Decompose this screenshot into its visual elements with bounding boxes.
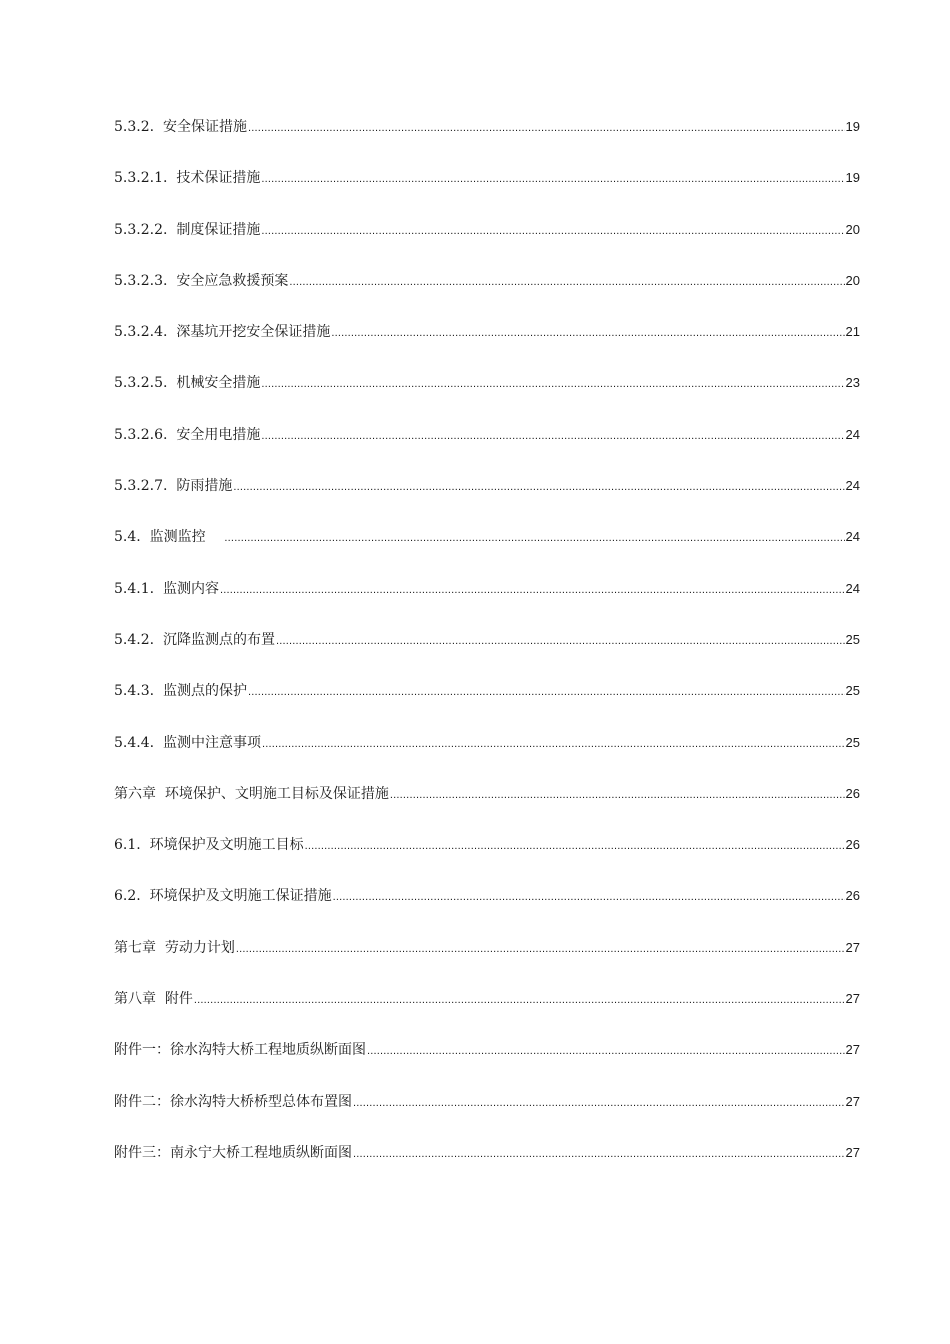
toc-dot-leader: [333, 888, 845, 906]
toc-entry-label: 5.3.2.2. 制度保证措施: [114, 221, 261, 238]
toc-page-number: 27: [845, 939, 860, 955]
toc-entry-label: 附件二：徐水沟特大桥桥型总体布置图: [114, 1093, 352, 1110]
toc-entry-label: 5.4.3. 监测点的保护: [114, 683, 247, 700]
toc-entry-label: 6.1. 环境保护及文明施工目标: [114, 837, 304, 854]
toc-page-number: 27: [845, 1042, 860, 1058]
toc-dot-leader: [331, 324, 844, 342]
toc-page-number: 24: [845, 580, 860, 596]
toc-entry-5-3-2[interactable]: [114, 118, 860, 169]
toc-entry-5-3-2-7[interactable]: [114, 477, 860, 528]
toc-dot-leader: [261, 170, 844, 188]
toc-page-number: 19: [845, 170, 860, 186]
toc-dot-leader: [248, 683, 845, 701]
toc-dot-leader: [261, 375, 844, 393]
toc-entry-label: 5.3.2.5. 机械安全措施: [114, 375, 261, 392]
toc-entry-label: 第六章 环境保护、文明施工目标及保证措施: [114, 785, 389, 802]
toc-dot-leader: [276, 632, 845, 650]
toc-dot-leader: [194, 991, 845, 1009]
toc-entry-label: 5.4. 监测监控: [114, 529, 224, 546]
toc-entry-label: 5.4.1. 监测内容: [114, 580, 219, 597]
table-of-contents: [114, 118, 860, 1195]
toc-entry-label: 附件三：南永宁大桥工程地质纵断面图: [114, 1144, 352, 1161]
toc-dot-leader: [261, 222, 844, 240]
toc-entry-6-1[interactable]: [114, 836, 860, 887]
toc-entry-5-3-2-5[interactable]: [114, 374, 860, 425]
toc-entry-appendix-1[interactable]: [114, 1041, 860, 1092]
toc-dot-leader: [390, 786, 845, 804]
toc-dot-leader: [236, 940, 845, 958]
toc-entry-5-3-2-3[interactable]: [114, 272, 860, 323]
toc-dot-leader: [353, 1145, 845, 1163]
toc-page-number: 27: [845, 991, 860, 1007]
toc-page-number: 26: [845, 888, 860, 904]
toc-entry-5-4-3[interactable]: [114, 682, 860, 733]
toc-dot-leader: [224, 529, 844, 547]
toc-dot-leader: [220, 581, 845, 599]
toc-entry-6-2[interactable]: [114, 887, 860, 938]
toc-dot-leader: [262, 735, 845, 753]
toc-page-number: 26: [845, 837, 860, 853]
toc-page-number: 26: [845, 785, 860, 801]
toc-entry-chapter-7[interactable]: [114, 939, 860, 990]
toc-entry-label: 第七章 劳动力计划: [114, 939, 235, 956]
toc-entry-appendix-3[interactable]: [114, 1144, 860, 1195]
toc-dot-leader: [248, 119, 845, 137]
toc-page-number: 24: [845, 426, 860, 442]
toc-dot-leader: [261, 427, 844, 445]
toc-page-number: 20: [845, 221, 860, 237]
toc-page-number: 27: [845, 1144, 860, 1160]
toc-entry-5-4-4[interactable]: [114, 734, 860, 785]
toc-entry-label: 5.3.2.1. 技术保证措施: [114, 170, 261, 187]
toc-page-number: 23: [845, 375, 860, 391]
toc-dot-leader: [233, 478, 844, 496]
toc-page-number: 27: [845, 1093, 860, 1109]
toc-dot-leader: [305, 837, 845, 855]
toc-entry-label: 5.4.2. 沉降监测点的布置: [114, 631, 275, 648]
toc-page-number: 25: [845, 631, 860, 647]
toc-dot-leader: [353, 1094, 845, 1112]
toc-entry-appendix-2[interactable]: [114, 1093, 860, 1144]
toc-entry-5-3-2-4[interactable]: [114, 323, 860, 374]
toc-entry-5-4-1[interactable]: [114, 580, 860, 631]
toc-dot-leader: [289, 273, 844, 291]
toc-entry-chapter-8[interactable]: [114, 990, 860, 1041]
toc-entry-label: 6.2. 环境保护及文明施工保证措施: [114, 888, 332, 905]
toc-entry-5-3-2-1[interactable]: [114, 169, 860, 220]
toc-page-number: 24: [845, 529, 860, 545]
toc-page-number: 24: [845, 478, 860, 494]
toc-entry-5-4-2[interactable]: [114, 631, 860, 682]
toc-entry-5-3-2-2[interactable]: [114, 221, 860, 272]
toc-page-number: 25: [845, 683, 860, 699]
toc-page-number: 20: [845, 272, 860, 288]
toc-page-number: 25: [845, 734, 860, 750]
toc-entry-label: 5.4.4. 监测中注意事项: [114, 734, 261, 751]
toc-dot-leader: [367, 1042, 845, 1060]
toc-entry-chapter-6[interactable]: [114, 785, 860, 836]
toc-entry-label: 5.3.2. 安全保证措施: [114, 119, 247, 135]
toc-entry-label: 5.3.2.3. 安全应急救援预案: [114, 272, 289, 289]
toc-entry-label: 附件一：徐水沟特大桥工程地质纵断面图: [114, 1042, 366, 1059]
toc-page-number: 19: [845, 119, 860, 134]
toc-entry-label: 第八章 附件: [114, 991, 193, 1008]
toc-entry-5-3-2-6[interactable]: [114, 426, 860, 477]
toc-entry-label: 5.3.2.4. 深基坑开挖安全保证措施: [114, 324, 331, 341]
toc-entry-label: 5.3.2.7. 防雨措施: [114, 478, 233, 495]
toc-entry-label: 5.3.2.6. 安全用电措施: [114, 426, 261, 443]
toc-page-number: 21: [845, 324, 860, 340]
toc-entry-5-4[interactable]: [114, 528, 860, 579]
